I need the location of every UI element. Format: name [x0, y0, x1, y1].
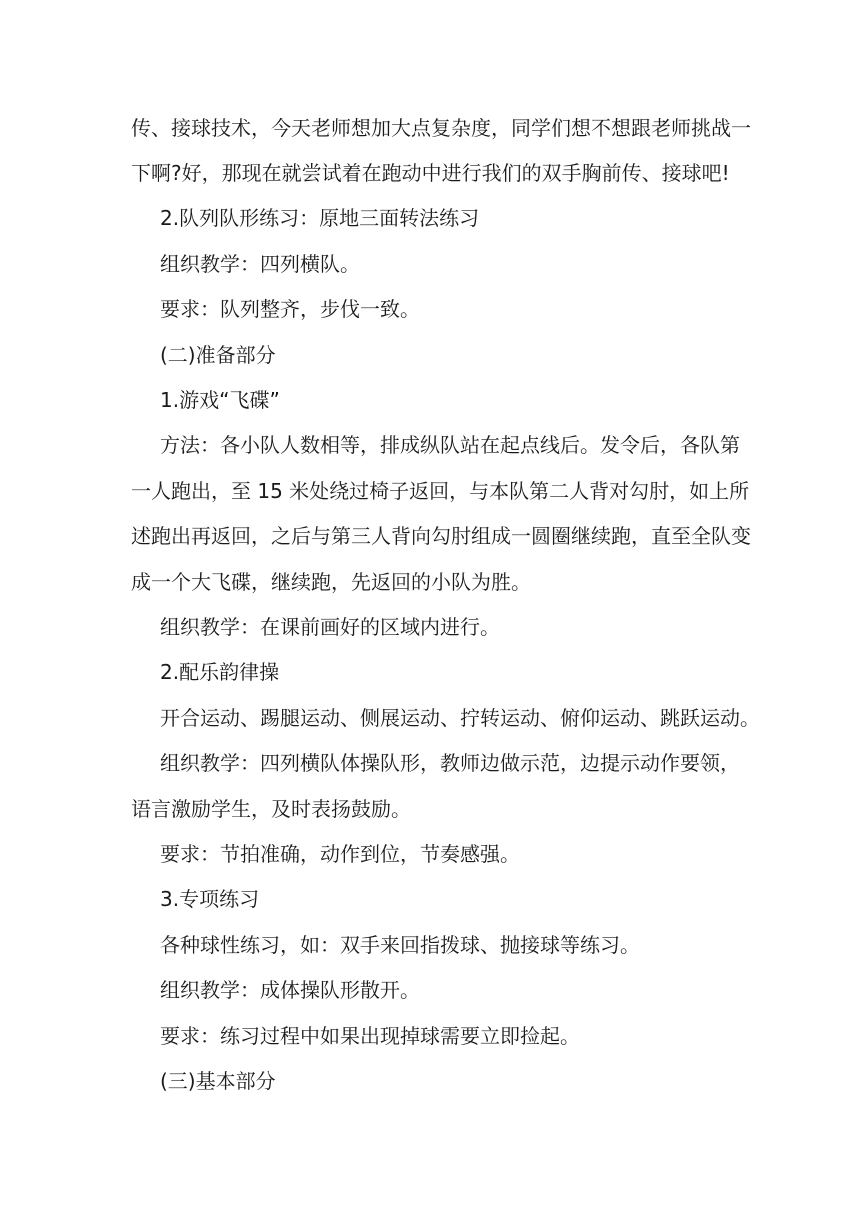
text-line: 组织教学：在课前画好的区域内进行。: [160, 615, 500, 639]
section-heading: 2.配乐韵律操: [160, 660, 280, 684]
text-line: 方法：各小队人数相等，排成纵队站在起点线后。发令后，各队第: [160, 433, 740, 457]
text-line: 开合运动、踢腿运动、侧展运动、拧转运动、俯仰运动、跳跃运动。: [160, 706, 760, 730]
text-line: 述跑出再返回，之后与第三人背向勾肘组成一圆圈继续跑，直至全队变: [131, 524, 751, 548]
text-line: 下啊?好，那现在就尝试着在跑动中进行我们的双手胸前传、接球吧!: [131, 161, 730, 185]
text-line: 一人跑出，至 15 米处绕过椅子返回，与本队第二人背对勾肘，如上所: [131, 479, 750, 503]
text-line: 组织教学：四列横队。: [160, 252, 360, 276]
text-line: 语言激励学生，及时表扬鼓励。: [131, 797, 411, 821]
section-heading: (二)准备部分: [160, 343, 276, 367]
text-line: 成一个大飞碟，继续跑，先返回的小队为胜。: [131, 570, 531, 594]
text-line: 要求：节拍准确，动作到位，节奏感强。: [160, 842, 520, 866]
text-line: 要求：练习过程中如果出现掉球需要立即捡起。: [160, 1024, 580, 1048]
section-heading: 2.队列队形练习：原地三面转法练习: [160, 206, 480, 230]
section-heading: (三)基本部分: [160, 1069, 276, 1093]
section-heading: 1.游戏“飞碟”: [160, 388, 280, 412]
text-line: 各种球性练习，如：双手来回指拨球、抛接球等练习。: [160, 933, 640, 957]
text-line: 组织教学：四列横队体操队形，教师边做示范，边提示动作要领，: [160, 751, 740, 775]
text-line: 要求：队列整齐，步伐一致。: [160, 297, 420, 321]
text-line: 组织教学：成体操队形散开。: [160, 978, 420, 1002]
section-heading: 3.专项练习: [160, 887, 260, 911]
text-line: 传、接球技术，今天老师想加大点复杂度，同学们想不想跟老师挑战一: [131, 116, 751, 140]
